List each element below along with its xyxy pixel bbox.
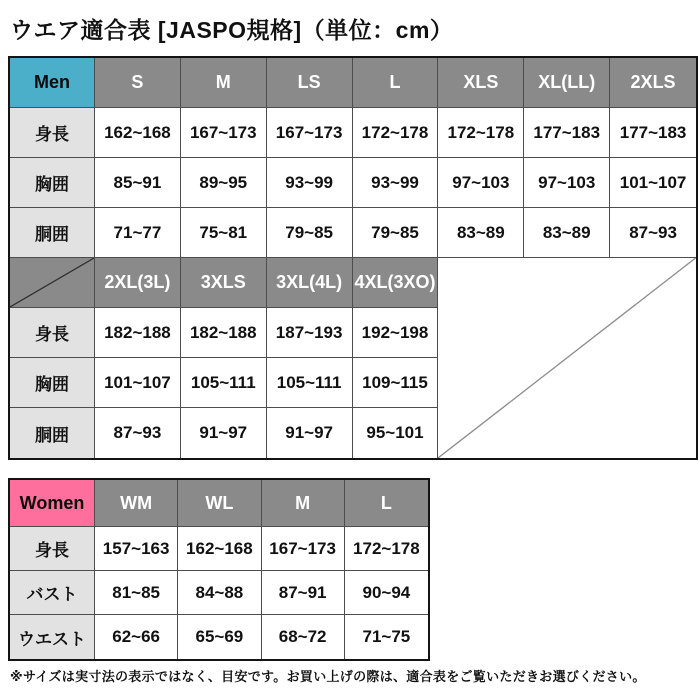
men-size-value: 187~193: [267, 308, 353, 358]
women-row-label: バスト: [10, 571, 95, 615]
women-size-value: 62~66: [95, 615, 178, 659]
men-size-header: 2XLS: [610, 58, 696, 108]
women-row-label: 身長: [10, 527, 95, 571]
men-size-value: 101~107: [95, 358, 181, 408]
men-size-value: 182~188: [95, 308, 181, 358]
men-row-label: 胸囲: [10, 358, 95, 408]
men-size-header: M: [181, 58, 267, 108]
men-row-label: 身長: [10, 108, 95, 158]
men-size-header: 4XL(3XO): [353, 258, 439, 308]
men-size-value: 93~99: [353, 158, 439, 208]
men-size-value: 177~183: [524, 108, 610, 158]
men-row-label: 胴囲: [10, 208, 95, 258]
men-row-label: 胸囲: [10, 158, 95, 208]
women-size-header: WM: [95, 480, 178, 527]
women-size-header: WL: [178, 480, 261, 527]
men-size-value: 172~178: [438, 108, 524, 158]
men-size-value: 162~168: [95, 108, 181, 158]
women-size-value: 84~88: [178, 571, 261, 615]
women-size-value: 172~178: [345, 527, 428, 571]
men-size-value: 83~89: [524, 208, 610, 258]
men-size-value: 87~93: [95, 408, 181, 458]
women-size-value: 87~91: [262, 571, 345, 615]
women-size-value: 162~168: [178, 527, 261, 571]
women-row-label: ウエスト: [10, 615, 95, 659]
men-size-value: 93~99: [267, 158, 353, 208]
men-size-value: 85~91: [95, 158, 181, 208]
men-size-header: 3XL(4L): [267, 258, 353, 308]
diagonal-slash-icon: [10, 258, 94, 307]
men-size-value: 109~115: [353, 358, 439, 408]
men-size-value: 105~111: [181, 358, 267, 408]
women-size-header: L: [345, 480, 428, 527]
men-size-value: 97~103: [524, 158, 610, 208]
women-corner-cell: Women: [10, 480, 95, 527]
men-size-value: 83~89: [438, 208, 524, 258]
men-size-value: 95~101: [353, 408, 439, 458]
women-size-value: 81~85: [95, 571, 178, 615]
men-size-value: 167~173: [181, 108, 267, 158]
men-size-header: 2XL(3L): [95, 258, 181, 308]
men-size-header: XLS: [438, 58, 524, 108]
men-size-value: 91~97: [267, 408, 353, 458]
men-row-label: 身長: [10, 308, 95, 358]
men-size-value: 101~107: [610, 158, 696, 208]
men-row-label: 胴囲: [10, 408, 95, 458]
women-size-value: 65~69: [178, 615, 261, 659]
women-size-value: 68~72: [262, 615, 345, 659]
men-size-value: 172~178: [353, 108, 439, 158]
men-size-value: 182~188: [181, 308, 267, 358]
men-size-header: 3XLS: [181, 258, 267, 308]
men-size-header: L: [353, 58, 439, 108]
men-size-value: 89~95: [181, 158, 267, 208]
size-disclaimer-note: ※サイズは実寸法の表示ではなく、目安です。お買い上げの際は、適合表をご覧いただきお選びください。: [10, 669, 646, 684]
men-size-value: 79~85: [267, 208, 353, 258]
diagonal-corner-cell: [10, 258, 95, 308]
men-size-value: 105~111: [267, 358, 353, 408]
men-size-table: [8, 56, 698, 460]
men-size-value: 79~85: [353, 208, 439, 258]
men-size-value: 192~198: [353, 308, 439, 358]
women-size-value: 157~163: [95, 527, 178, 571]
men-size-value: 167~173: [267, 108, 353, 158]
men-size-value: 75~81: [181, 208, 267, 258]
diagonal-slash-icon: [438, 258, 696, 458]
men-size-header: S: [95, 58, 181, 108]
women-size-header: M: [262, 480, 345, 527]
women-size-value: 167~173: [262, 527, 345, 571]
men-size-header: XL(LL): [524, 58, 610, 108]
men-size-value: 91~97: [181, 408, 267, 458]
men-size-header: LS: [267, 58, 353, 108]
women-size-value: 90~94: [345, 571, 428, 615]
men-corner-cell: Men: [10, 58, 95, 108]
men-size-value: 87~93: [610, 208, 696, 258]
women-size-table: [8, 478, 430, 661]
men-size-value: 97~103: [438, 158, 524, 208]
page-title: ウエア適合表 [JASPO規格]（単位：cm）: [10, 17, 454, 43]
men-size-value: 177~183: [610, 108, 696, 158]
men-size-value: 71~77: [95, 208, 181, 258]
women-size-value: 71~75: [362, 627, 411, 646]
empty-diagonal-region: [438, 258, 696, 458]
